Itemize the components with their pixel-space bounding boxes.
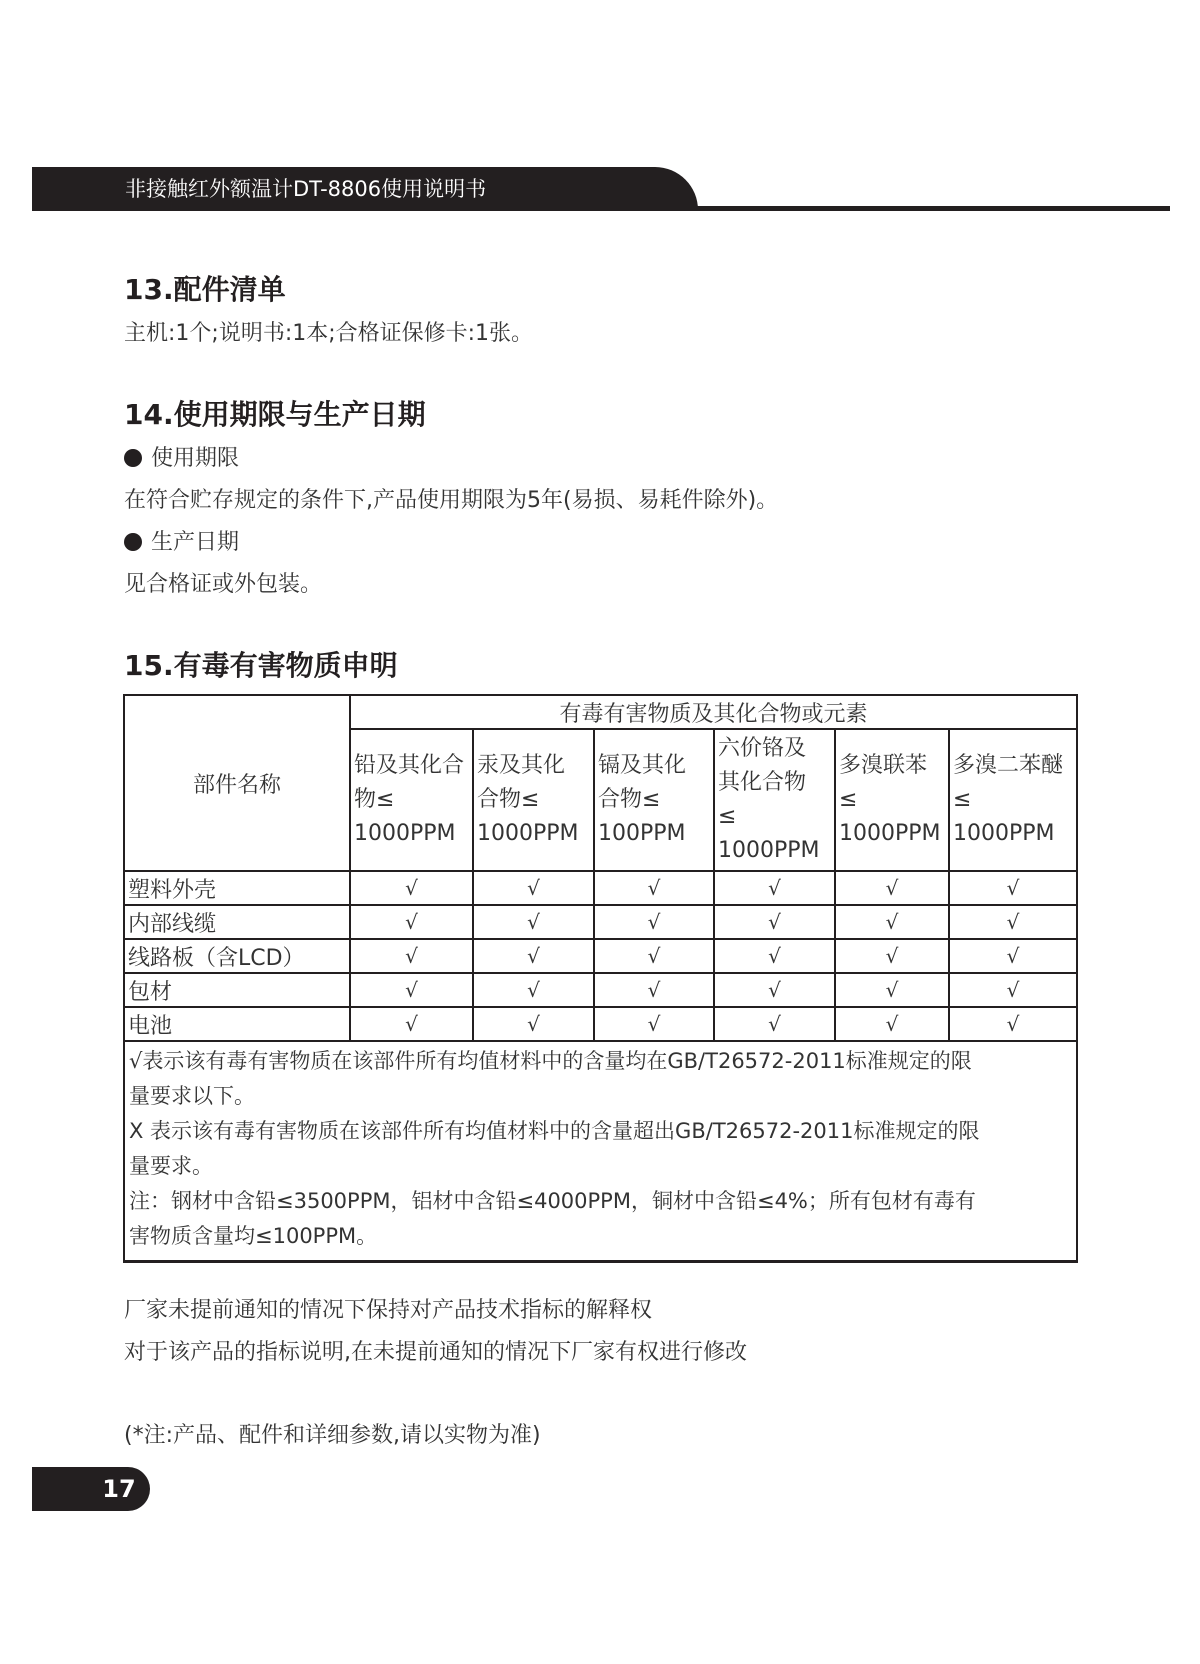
table-row	[124, 939, 1077, 973]
lifetime-text: 在符合贮存规定的条件下,产品使用期限为5年(易损、易耗件除外)。	[124, 488, 779, 513]
column-header-line: ≤	[953, 787, 972, 812]
table-row	[124, 871, 1077, 905]
production-date-text: 见合格证或外包装。	[124, 572, 323, 597]
bullet-icon	[124, 533, 142, 551]
substance-column-header	[473, 729, 594, 871]
note-line: 量要求以下。	[129, 1084, 255, 1108]
column-header-line: ≤	[839, 787, 858, 812]
compliance-mark: √	[473, 1007, 594, 1041]
manufacturer-note-2: 对于该产品的指标说明,在未提前通知的情况下厂家有权进行修改	[124, 1340, 747, 1365]
part-name: 内部线缆	[124, 905, 350, 939]
compliance-mark: √	[473, 871, 594, 905]
compliance-mark: √	[714, 871, 835, 905]
compliance-mark: √	[594, 905, 714, 939]
column-header-line: 六价铬及	[718, 736, 807, 761]
accessories-text: 主机:1个;说明书:1本;合格证保修卡:1张。	[124, 321, 534, 346]
column-header-line: 合物≤	[477, 787, 540, 812]
column-header-line: 物≤	[354, 787, 395, 812]
compliance-mark: √	[949, 871, 1077, 905]
column-header-line: ≤	[718, 804, 737, 829]
column-header-line: 合物≤	[598, 787, 661, 812]
note-line: 量要求。	[129, 1154, 213, 1178]
compliance-mark: √	[594, 1007, 714, 1041]
column-header-line: 100PPM	[598, 821, 686, 846]
compliance-mark: √	[835, 939, 949, 973]
substance-column-header	[949, 729, 1077, 871]
production-date-item	[124, 527, 239, 559]
compliance-mark: √	[714, 905, 835, 939]
column-header-line: 1000PPM	[718, 838, 820, 863]
header-rule	[32, 206, 1170, 211]
section-14-heading: 14.使用期限与生产日期	[124, 398, 426, 431]
compliance-mark: √	[350, 973, 473, 1007]
bullet-icon	[124, 449, 142, 467]
note-line: X 表示该有毒有害物质在该部件所有均值材料中的含量超出GB/T26572-2011标准规定的限	[129, 1119, 980, 1143]
compliance-mark: √	[835, 871, 949, 905]
production-date-label: 生产日期	[151, 530, 240, 555]
compliance-mark: √	[350, 871, 473, 905]
part-name-header: 部件名称	[124, 695, 350, 871]
hazardous-substance-table	[123, 694, 1078, 1263]
note-line: 注：钢材中含铅≤3500PPM，铝材中含铅≤4000PPM，铜材中含铅≤4%；所有包材有毒有	[129, 1189, 976, 1213]
page-number: 17	[102, 1475, 136, 1503]
table-notes	[124, 1041, 1077, 1262]
column-header-line: 1000PPM	[477, 821, 579, 846]
compliance-mark: √	[714, 973, 835, 1007]
column-header-line: 铅及其化合	[354, 753, 465, 778]
compliance-mark: √	[949, 973, 1077, 1007]
column-header-line: 多溴二苯醚	[953, 753, 1064, 778]
compliance-mark: √	[835, 905, 949, 939]
column-header-line: 镉及其化	[598, 753, 687, 778]
substance-column-header	[594, 729, 714, 871]
part-name: 电池	[124, 1007, 350, 1041]
section-13-heading: 13.配件清单	[124, 273, 286, 306]
lifetime-label: 使用期限	[151, 446, 240, 471]
column-header-line: 多溴联苯	[839, 753, 928, 778]
compliance-mark: √	[350, 939, 473, 973]
part-name: 线路板（含LCD）	[124, 939, 350, 973]
part-name: 塑料外壳	[124, 871, 350, 905]
column-header-line: 1000PPM	[953, 821, 1055, 846]
document-title: 非接触红外额温计DT-8806使用说明书	[125, 177, 487, 201]
substance-column-header	[835, 729, 949, 871]
compliance-mark: √	[473, 973, 594, 1007]
column-header-line: 1000PPM	[354, 821, 456, 846]
lifetime-item	[124, 443, 239, 475]
remark-note: (*注:产品、配件和详细参数,请以实物为准)	[124, 1423, 541, 1448]
part-name: 包材	[124, 973, 350, 1007]
column-header-line: 汞及其化	[477, 753, 566, 778]
substance-column-header	[350, 729, 473, 871]
table-row	[124, 973, 1077, 1007]
compliance-mark: √	[835, 1007, 949, 1041]
compliance-mark: √	[714, 1007, 835, 1041]
substance-column-header	[714, 729, 835, 871]
substance-group-header: 有毒有害物质及其化合物或元素	[350, 695, 1077, 729]
compliance-mark: √	[949, 939, 1077, 973]
compliance-mark: √	[949, 1007, 1077, 1041]
compliance-mark: √	[350, 905, 473, 939]
section-15-heading: 15.有毒有害物质申明	[124, 649, 398, 682]
manufacturer-note-1: 厂家未提前通知的情况下保持对产品技术指标的解释权	[124, 1298, 653, 1323]
table-row	[124, 1007, 1077, 1041]
compliance-mark: √	[949, 905, 1077, 939]
column-header-line: 1000PPM	[839, 821, 941, 846]
table-row	[124, 905, 1077, 939]
compliance-mark: √	[473, 905, 594, 939]
compliance-mark: √	[594, 939, 714, 973]
note-line: √表示该有毒有害物质在该部件所有均值材料中的含量均在GB/T26572-2011标准规定的限	[129, 1049, 972, 1073]
compliance-mark: √	[473, 939, 594, 973]
compliance-mark: √	[835, 973, 949, 1007]
compliance-mark: √	[714, 939, 835, 973]
column-header-line: 其化合物	[718, 770, 807, 795]
compliance-mark: √	[350, 1007, 473, 1041]
compliance-mark: √	[594, 871, 714, 905]
compliance-mark: √	[594, 973, 714, 1007]
note-line: 害物质含量均≤100PPM。	[129, 1224, 378, 1248]
